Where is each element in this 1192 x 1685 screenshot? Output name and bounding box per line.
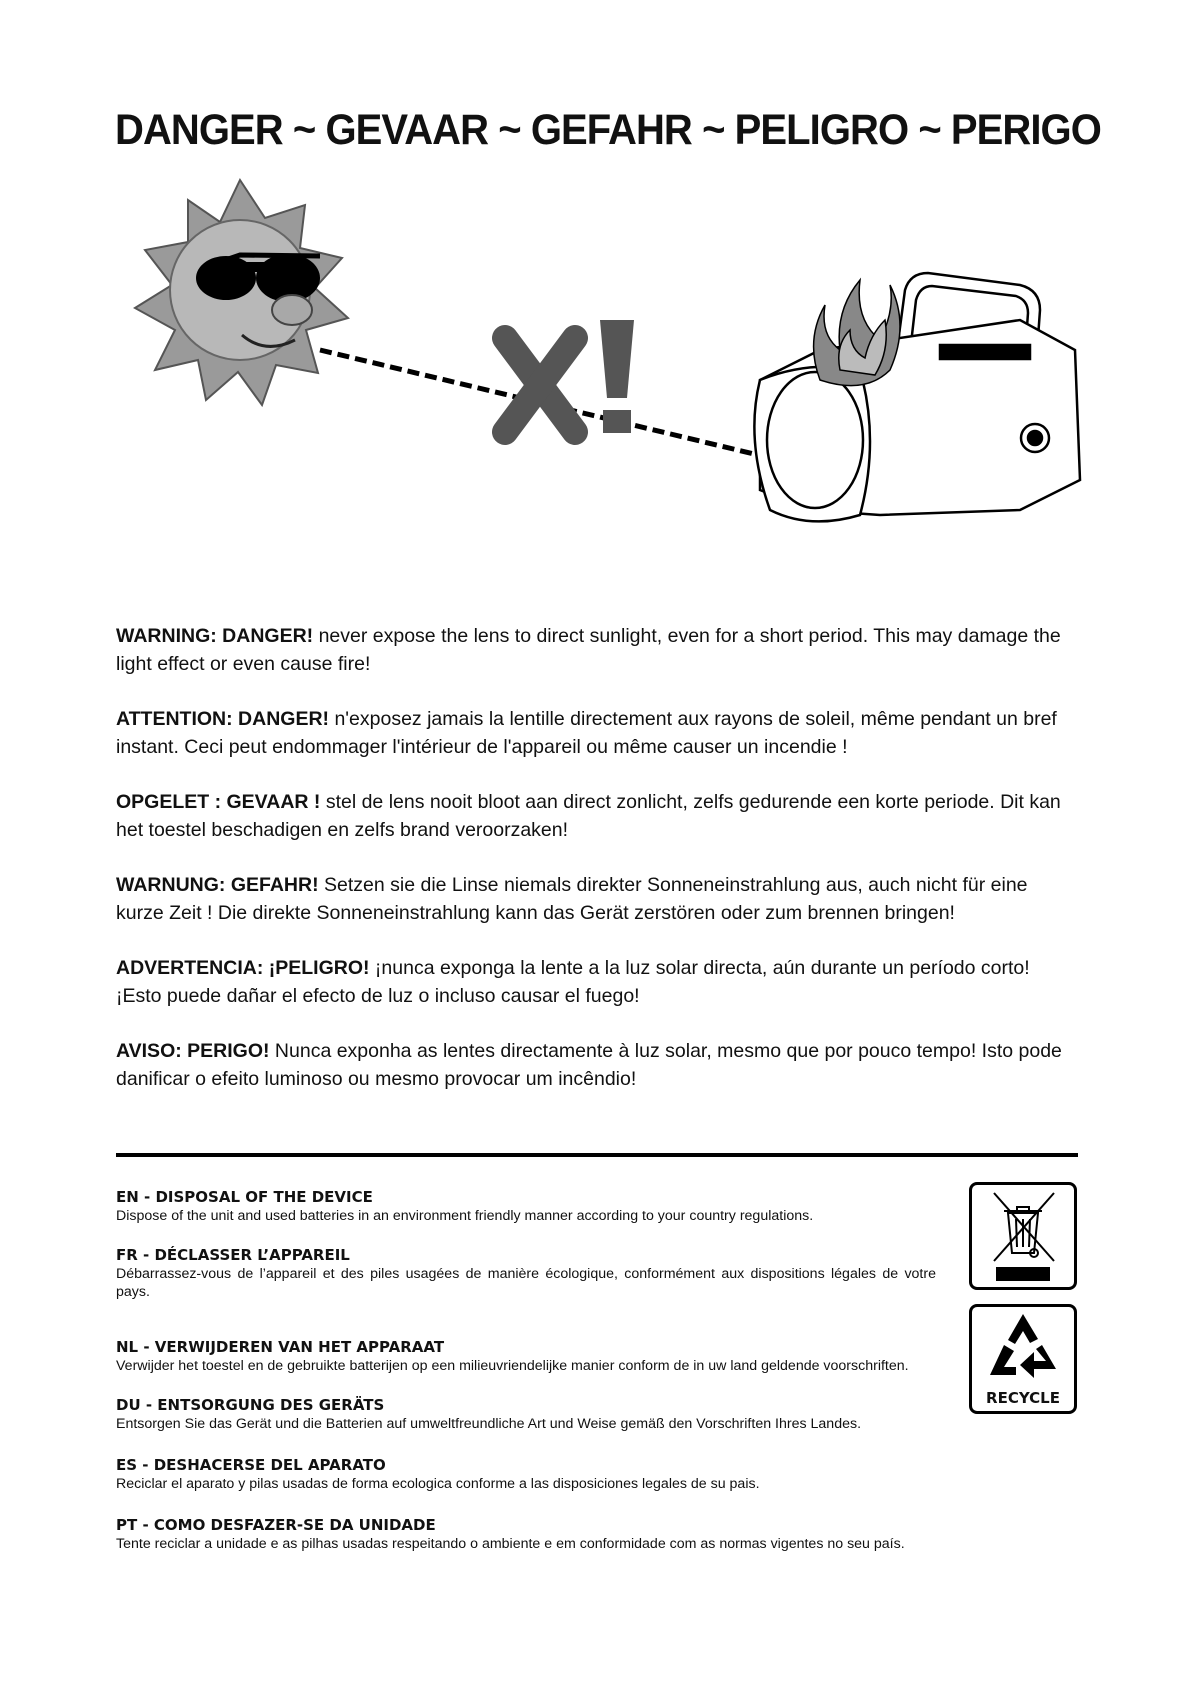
- sunlight-danger-illustration: [120, 170, 1100, 590]
- warning-list: [116, 622, 1066, 1120]
- warning-pt: AVISO: PERIGO! Nunca exponha as lentes directamente à luz solar, mesmo que por pouco tempo! Isto pode danificar o efeito luminoso ou mesmo provocar um incêndio!: [116, 1040, 1062, 1090]
- section-divider: [116, 1153, 1078, 1157]
- warning-en: WARNING: DANGER! never expose the lens to direct sunlight, even for a short period. This may damage the light effect or even cause fire!: [116, 625, 1061, 675]
- exclamation-icon: [600, 320, 634, 433]
- recycle-icon: [969, 1304, 1077, 1414]
- disposal-en: EN - DISPOSAL OF THE DEVICE Dispose of the unit and used batteries in an environment friendly manner according to your country regulations.: [116, 1188, 814, 1224]
- prohibited-x-icon: [505, 338, 575, 432]
- warning-fr: ATTENTION: DANGER! n'exposez jamais la lentille directement aux rayons de soleil, même pendant un bref instant. Ceci peut endommager l'intérieur de l'appareil ou même causer un incendie !: [116, 708, 1057, 758]
- light-fixture-icon: [754, 273, 1080, 521]
- disposal-list: [116, 1187, 936, 1553]
- disposal-pt: PT - COMO DESFAZER-SE DA UNIDADE Tente reciclar a unidade e as pilhas usadas respeitando o ambiente e em conformidade com as normas vigentes no seu país.: [116, 1516, 905, 1552]
- flame-icon: [814, 280, 900, 386]
- page-title: DANGER ~ GEVAAR ~ GEFAHR ~ PELIGRO ~ PERIGO: [115, 106, 1101, 154]
- disposal-nl: NL - VERWIJDEREN VAN HET APPARAAT Verwijder het toestel en de gebruikte batterijen op een milieuvriendelijke manier conform de in uw land geldende voorschriften.: [116, 1338, 909, 1374]
- warning-es: ADVERTENCIA: ¡PELIGRO! ¡nunca exponga la lente a la luz solar directa, aún durante un período corto! ¡Esto puede dañar el efecto de luz o incluso causar el fuego!: [116, 957, 1030, 1007]
- sun-icon: [135, 180, 348, 405]
- recycle-label: RECYCLE: [986, 1389, 1060, 1407]
- warning-de: WARNUNG: GEFAHR! Setzen sie die Linse niemals direkter Sonneneinstrahlung aus, auch nicht für eine kurze Zeit ! Die direkte Sonneneinstrahlung kann das Gerät zerstören oder zum brennen bringen!: [116, 874, 1028, 924]
- weee-crossed-bin-icon: [969, 1182, 1077, 1290]
- disposal-fr: FR - DÉCLASSER L’APPAREIL Débarrassez-vous de l’appareil et des piles usagées de manière écologique, conformément aux dispositions légales de votre pays.: [116, 1246, 936, 1300]
- disposal-de: DU - ENTSORGUNG DES GERÄTS Entsorgen Sie das Gerät und die Batterien auf umweltfreundliche Art und Weise gemäß den Vorschriften Ihres Landes.: [116, 1396, 862, 1432]
- disposal-es: ES - DESHACERSE DEL APARATO Reciclar el aparato y pilas usadas de forma ecologica conforme a las disposiciones legales de su pais.: [116, 1456, 760, 1492]
- warning-nl: OPGELET : GEVAAR ! stel de lens nooit bloot aan direct zonlicht, zelfs gedurende een korte periode. Dit kan het toestel beschadigen en zelfs brand veroorzaken!: [116, 791, 1061, 841]
